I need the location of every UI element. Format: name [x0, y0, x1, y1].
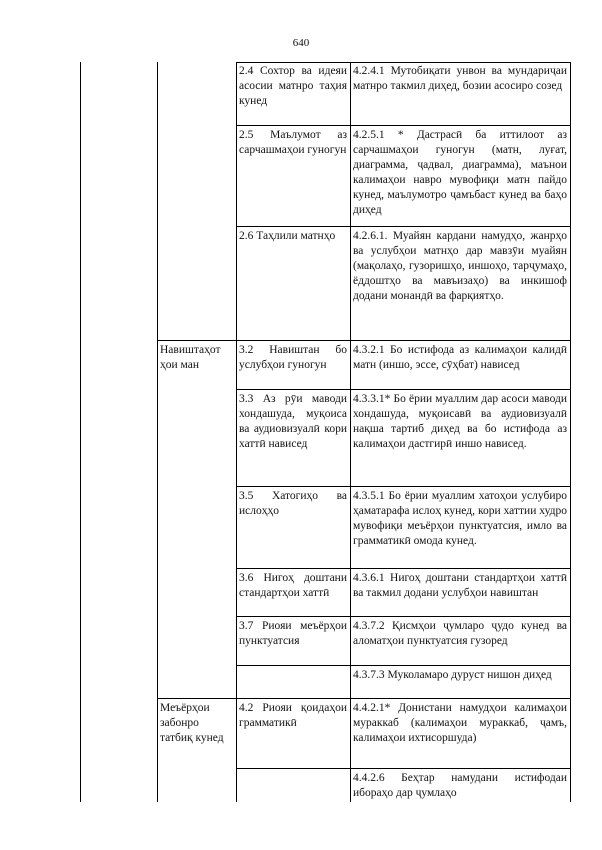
table-cell-topic: 3.7 Риояи меъёрҳои пунктуатсия	[239, 620, 347, 647]
table-cell-standard: 4.4.2.1* Донистани намудҳои калимаҳои мураккаб (калимаҳои мураккаб, ҷамъ, калимаҳои ихтисоршуда)	[353, 702, 567, 744]
row-divider	[236, 389, 571, 390]
table-cell-topic: 4.2 Риояи қоидаҳои грамматикӣ	[239, 702, 347, 729]
row-divider	[236, 568, 571, 569]
table-cell-section: Меъёрҳои забонро татбиқ кунед	[160, 702, 224, 744]
row-divider	[236, 768, 571, 769]
row-divider	[236, 616, 571, 617]
row-divider	[236, 125, 571, 126]
table-cell-standard: 4.3.5.1 Бо ёрии муаллим хатоҳои услубиро ҳаматарафа ислоҳ кунед, кори хаттии худро мувофиқи меъёрҳои пунктуатсия, имло ва грамматикӣ омода кунед.	[353, 490, 567, 547]
table-cell-standard: 4.3.7.2 Қисмҳои ҷумларо ҷудо кунед ва аломатҳои пунктуатсия гузоред	[353, 620, 567, 647]
table-cell-standard: 4.3.2.1 Бо истифода аз калимаҳои калидӣ матн (иншо, эссе, сӯҳбат) нависед	[353, 344, 567, 371]
table-cell-topic: 3.5 Хатогиҳо ва ислоҳҳо	[239, 490, 347, 517]
row-divider	[236, 226, 571, 227]
table-border-left	[80, 62, 81, 802]
column-divider-3	[350, 62, 351, 802]
table-cell-topic: 3.2 Навиштан бо услубҳои гуногун	[239, 344, 347, 371]
table-cell-standard: 4.3.7.3 Муколамаро дуруст нишон диҳед	[353, 669, 552, 681]
row-divider	[236, 62, 571, 63]
table-cell-standard: 4.2.4.1 Мутобиқати унвон ва мундариҷаи матнро такмил диҳед, бозии асосиро созед	[353, 65, 567, 92]
table-border-right	[570, 62, 571, 802]
row-divider	[157, 340, 571, 341]
row-divider	[236, 665, 571, 666]
page-number: 640	[292, 37, 310, 49]
row-divider	[236, 486, 571, 487]
table-cell-standard: 4.2.5.1 * Дастрасӣ ба иттилоот аз сарчашмаҳои гуногун (матн, луғат, диаграмма, ҷадвал, диаграмма), маънои калимаҳои навро мувофиқи матн пайдо кунед, маълумотро ҷамъбаст кунед ва баҳо диҳед	[353, 129, 567, 216]
row-divider	[157, 698, 571, 699]
table-cell-standard: 4.3.3.1* Бо ёрии муаллим дар асоси маводи хондашуда, муқоисавӣ ва аудиовизуалӣ нақша тартиб диҳед ва бо истифода аз калимаҳои дастгирӣ иншо нависед.	[353, 393, 567, 450]
table-cell-section: Навиштаҳот ҳои ман	[160, 344, 221, 371]
table-cell-topic: 3.6 Нигоҳ доштани стандартҳои хаттӣ	[239, 572, 347, 599]
table-cell-topic: 2.6 Таҳлили матнҳо	[239, 230, 336, 242]
table-cell-topic: 2.5 Маълумот аз сарчашмаҳои гуногун	[239, 129, 347, 156]
table-cell-standard: 4.2.6.1. Муайян кардани намудҳо, жанрҳо ва услубҳои матнҳо дар мавзӯи муайян (мақолаҳо, гузоришҳо, иншоҳо, тарҷумаҳо, ёддоштҳо ва мавъизаҳо) ва инкишоф додани монандӣ ва фарқиятҳо.	[353, 230, 567, 302]
column-divider-2	[236, 62, 237, 802]
table-cell-standard: 4.3.6.1 Нигоҳ доштани стандартҳои хаттӣ ва такмил додани услубҳои навиштан	[353, 572, 567, 599]
table-cell-standard: 4.4.2.6 Беҳтар намудани истифодаи ибораҳо дар ҷумлаҳо	[353, 772, 567, 799]
table-cell-topic: 3.3 Аз рӯи маводи хондашуда, муқоиса ва аудиовизуалӣ кори хаттӣ нависед	[239, 393, 347, 450]
table-cell-topic: 2.4 Сохтор ва идеяи асосии матнро таҳия кунед	[239, 65, 347, 107]
column-divider-1	[157, 62, 158, 802]
